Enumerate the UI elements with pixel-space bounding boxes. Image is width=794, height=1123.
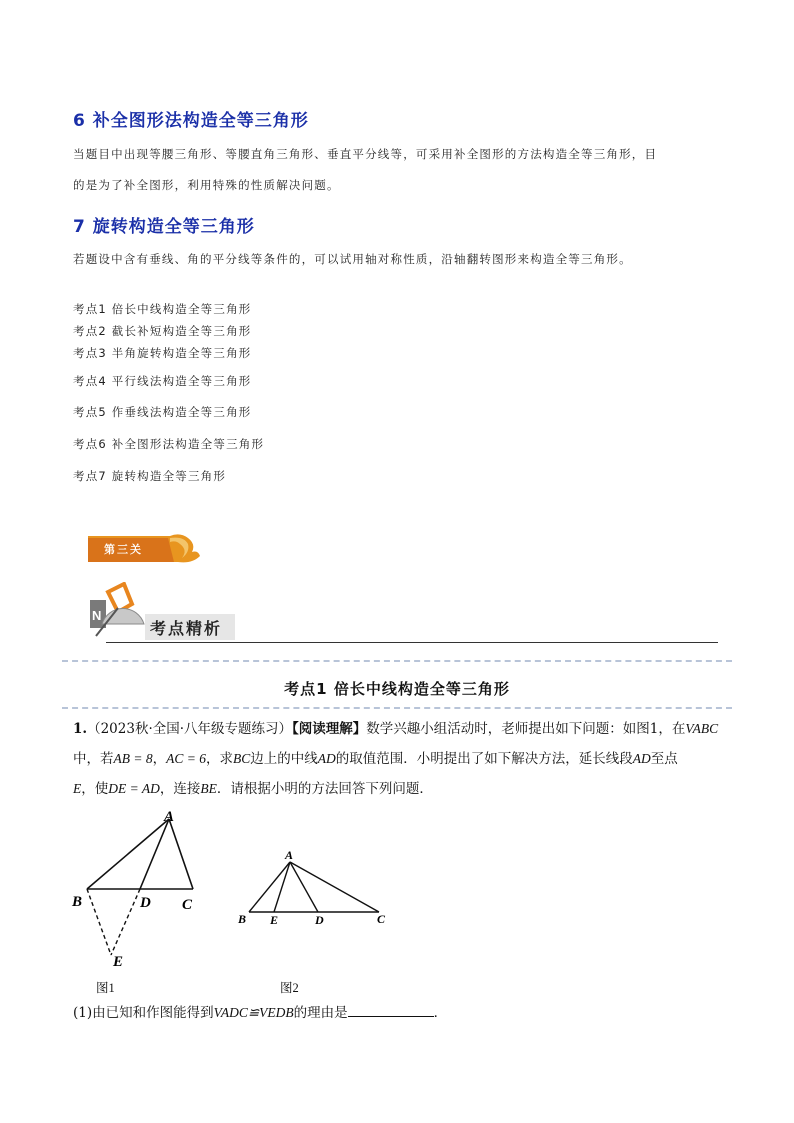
- svg-text:N: N: [92, 608, 102, 623]
- fig1-point-c: C: [182, 897, 193, 913]
- question-text: 数学兴趣小组活动时，老师提出如下问题：如图1，在: [366, 721, 686, 737]
- fig1-segment-ac: [169, 819, 193, 889]
- math-de-ad: DE = AD: [108, 781, 160, 796]
- question-source: （2023秋·全国·八年级专题练习）: [87, 721, 293, 737]
- math-ab: AB = 8: [113, 751, 153, 766]
- kaodian-item: 考点1 倍长中线构造全等三角形: [73, 302, 252, 316]
- question-text: 至点: [650, 751, 678, 767]
- ruler-protractor-icon: [88, 582, 148, 640]
- question-tag: 【阅读理解】: [292, 721, 367, 737]
- section6-heading: 6 补全图形法构造全等三角形: [73, 111, 309, 131]
- question-number: 1.: [73, 721, 88, 737]
- level-banner: [88, 532, 200, 566]
- kaodian-item: 考点2 截长补短构造全等三角形: [73, 324, 252, 338]
- kaodian-item: 考点5 作垂线法构造全等三角形: [73, 405, 252, 419]
- fig2-segment-ae: [274, 862, 290, 912]
- fig1-point-a: A: [164, 809, 175, 825]
- math-bc: BC: [232, 751, 251, 766]
- question-text: (1)由已知和作图能得到: [73, 1005, 214, 1021]
- question-line3: [73, 775, 433, 803]
- math-tri-abc: VABC: [685, 721, 719, 736]
- answer-blank[interactable]: [348, 1002, 434, 1017]
- fig2-point-b: B: [238, 912, 247, 926]
- question-line1: [73, 715, 718, 743]
- kaodian-item: 考点4 平行线法构造全等三角形: [73, 374, 252, 388]
- question-text: ，: [152, 751, 167, 767]
- question-text: 的理由是: [293, 1005, 348, 1021]
- figure-2-caption: 图2: [280, 981, 299, 995]
- question-text: ．请根据小明的方法回答下列问题．: [216, 781, 433, 797]
- fig1-segment-ab: [87, 819, 169, 889]
- banner-label: 第三关: [104, 543, 143, 556]
- kaodian-item: 考点6 补全图形法构造全等三角形: [73, 437, 265, 451]
- math-be: BE: [200, 781, 217, 796]
- section6-para-line2: 的是为了补全图形，利用特殊的性质解决问题。: [73, 178, 340, 192]
- figure-1-caption: 图1: [96, 981, 115, 995]
- dashed-divider-top: [62, 660, 732, 662]
- question-text: 中，若: [73, 751, 114, 767]
- question-text: ，求: [205, 751, 233, 767]
- math-ad: AD: [632, 751, 651, 766]
- math-ad: AD: [317, 751, 336, 766]
- fig2-point-e: E: [270, 913, 279, 927]
- section7-para: 若题设中含有垂线、角的平分线等条件的，可以试用轴对称性质，沿轴翻转图形来构造全等三角形。: [73, 252, 632, 266]
- math-ac: AC = 6: [166, 751, 206, 766]
- section-title: 考点1 倍长中线构造全等三角形: [284, 680, 510, 698]
- figure-2: [230, 840, 400, 935]
- math-congruence: VADC≌VEDB: [213, 1005, 294, 1020]
- dashed-divider-bottom: [62, 707, 732, 709]
- section6-para-line1: 当题目中出现等腰三角形、等腰直角三角形、垂直平分线等，可采用补全图形的方法构造全等三角形，目: [73, 147, 658, 161]
- section7-heading: 7 旋转构造全等三角形: [73, 217, 255, 237]
- fig1-segment-de: [111, 889, 140, 955]
- kaodian-item: 考点7 旋转构造全等三角形: [73, 469, 227, 483]
- fig2-point-c: C: [377, 912, 386, 926]
- fig2-segment-ab: [249, 862, 290, 912]
- question-text: ，使: [81, 781, 109, 797]
- kaodian-jingxi-title: 考点精析: [150, 619, 223, 638]
- fig2-point-d: D: [315, 913, 324, 927]
- fig1-segment-be: [87, 889, 111, 955]
- question-text: 的取值范围．小明提出了如下解决方法，延长线段: [335, 751, 633, 767]
- fig1-point-d: D: [140, 895, 151, 911]
- fig1-point-e: E: [113, 954, 124, 970]
- fig1-point-b: B: [72, 894, 83, 910]
- figure-1: [60, 800, 220, 980]
- fig1-segment-ad: [140, 819, 169, 889]
- header-underline: [106, 642, 718, 643]
- question-text: ．: [433, 1005, 448, 1021]
- sub-question-1: [73, 999, 447, 1027]
- kaodian-item: 考点3 半角旋转构造全等三角形: [73, 346, 252, 360]
- question-text: ，连接: [159, 781, 201, 797]
- fig2-point-a: A: [285, 848, 294, 862]
- question-line2: [73, 745, 678, 773]
- question-text: 边上的中线: [250, 751, 318, 767]
- math-e: E: [73, 781, 82, 796]
